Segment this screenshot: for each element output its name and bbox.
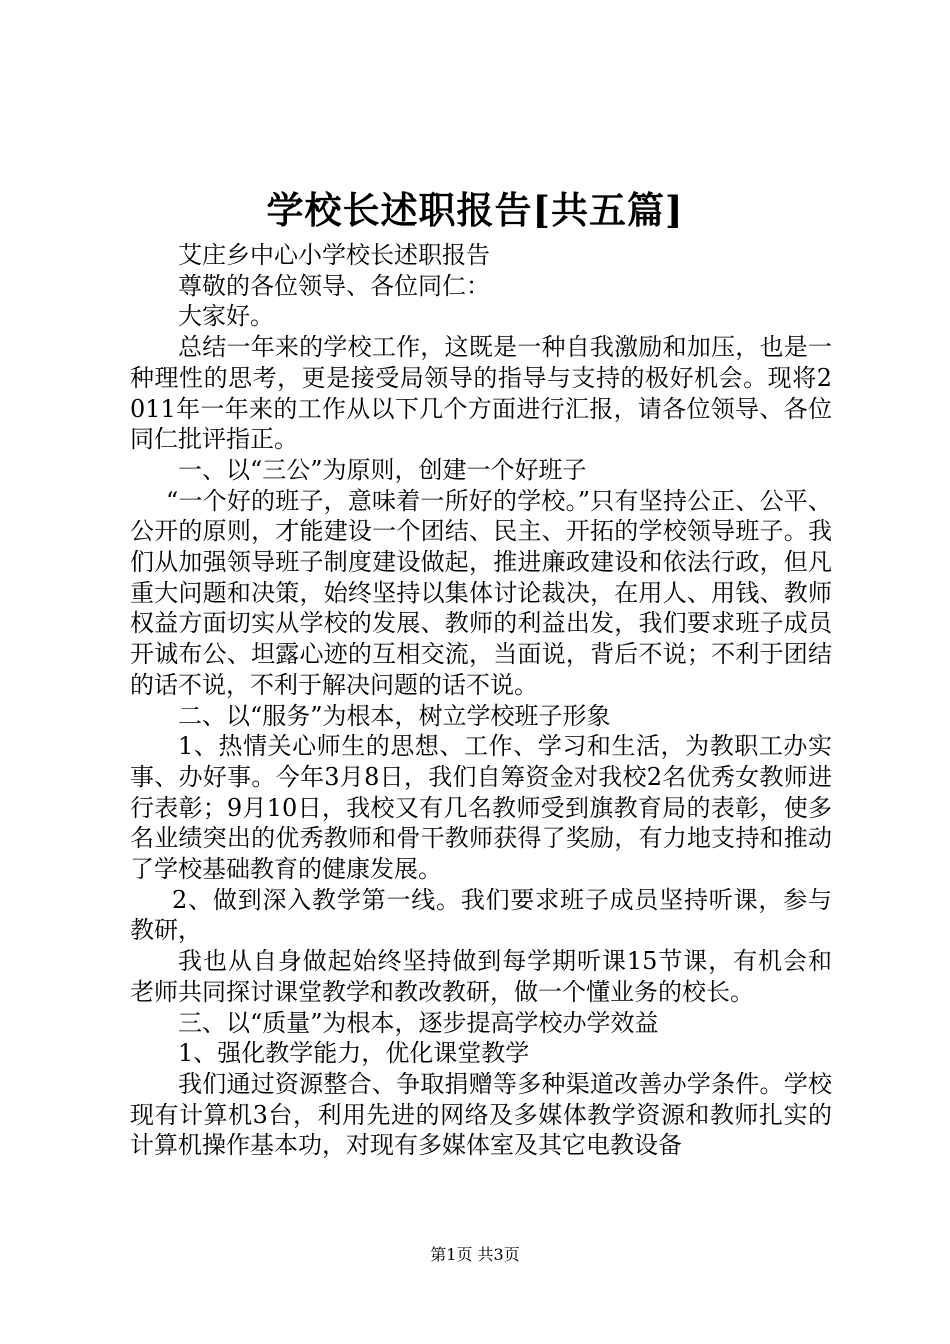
paragraph-section-2-item-2-cont: 我也从自身做起始终坚持做到每学期听课15节课，有机会和老师共同探讨课堂教学和教改教研，做一个懂业务的校长。 xyxy=(130,947,832,1006)
section-heading-1: 一、以“三公”为原则，创建一个好班子 xyxy=(178,455,587,484)
document-body xyxy=(130,240,832,1161)
paragraph-greeting: 大家好。 xyxy=(178,302,274,331)
paragraph-section-3-item-1: 我们通过资源整合、争取捐赠等多种渠道改善办学条件。学校现有计算机3台，利用先进的网络及多媒体教学资源和教师扎实的计算机操作基本功，对现有多媒体室及其它电教设备 xyxy=(130,1069,832,1160)
paragraph-intro: 总结一年来的学校工作，这既是一种自我激励和加压，也是一种理性的思考，更是接受局领导的指导与支持的极好机会。现将2011年一年来的工作从以下几个方面进行汇报，请各位领导、各位同仁批评指正。 xyxy=(130,333,832,454)
paragraph-section-1: “一个好的班子，意味着一所好的学校。”只有坚持公正、公平、公开的原则，才能建设一个团结、民主、开拓的学校领导班子。我们从加强领导班子制度建设做起，推进廉政建设和依法行政，但凡重大问题和决策，始终坚持以集体讨论裁决，在用人、用钱、教师权益方面切实从学校的发展、教师的利益出发，我们要求班子成员开诚布公、坦露心迹的互相交流，当面说，背后不说；不利于团结的话不说，不利于解决问题的话不说。 xyxy=(130,486,832,699)
subheading-3-1: 1、强化教学能力，优化课堂教学 xyxy=(178,1039,530,1068)
page-footer: 第1页 共3页 xyxy=(430,1245,520,1264)
paragraph-section-2-item-2: 2、做到深入教学第一线。我们要求班子成员坚持听课，参与教研， xyxy=(130,885,832,945)
section-heading-3: 三、以“质量”为根本，逐步提高学校办学效益 xyxy=(178,1008,659,1037)
paragraph-school-name: 艾庄乡中心小学校长述职报告 xyxy=(178,241,490,269)
document-title: 学校长述职报告[共五篇] xyxy=(266,188,684,232)
section-heading-2: 二、以“服务”为根本，树立学校班子形象 xyxy=(178,701,611,730)
paragraph-salutation: 尊敬的各位领导、各位同仁： xyxy=(178,271,490,300)
paragraph-section-2-item-1: 1、热情关心师生的思想、工作、学习和生活，为教职工办实事、办好事。今年3月8日，我们自筹资金对我校2名优秀女教师进行表彰；9月10日，我校又有几名教师受到旗教育局的表彰，使多名业绩突出的优秀教师和骨干教师获得了奖励，有力地支持和推动了学校基础教育的健康发展。 xyxy=(130,732,832,884)
